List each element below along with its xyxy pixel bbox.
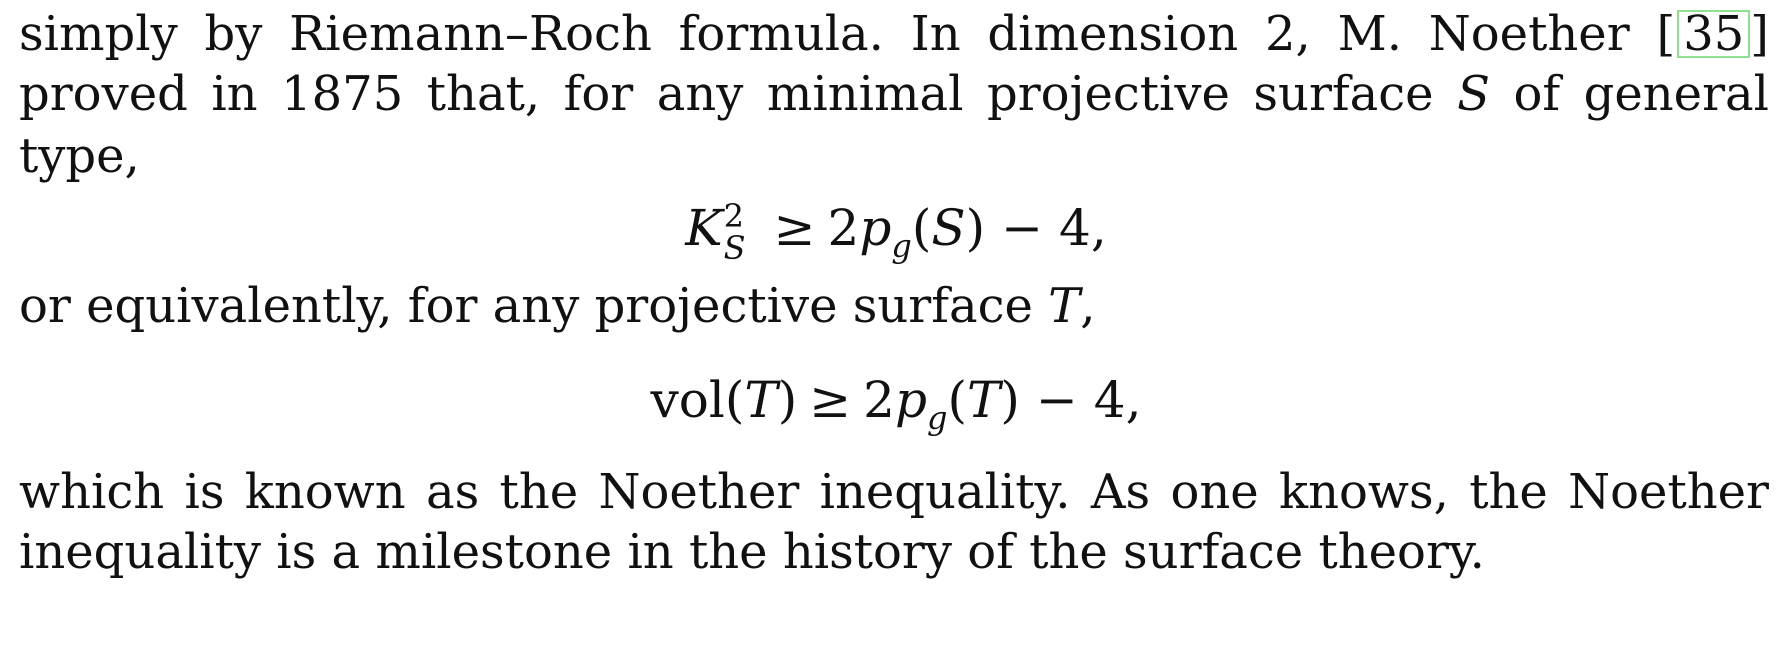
- eq1-K: K: [685, 199, 723, 257]
- eq1-p: p: [859, 199, 892, 257]
- p1-line1-tail: ]: [1750, 6, 1769, 62]
- equation-2-body: [651, 370, 1142, 436]
- eq1-rparen: ): [965, 199, 986, 257]
- eq2-lparen: (: [947, 371, 967, 429]
- variable-T: T: [1048, 278, 1081, 334]
- p1-line3-text: type,: [19, 128, 140, 184]
- eq1-geq: ≥: [773, 199, 816, 257]
- p3-line2-text: inequality is a milestone in the history of the surface theory.: [19, 524, 1485, 580]
- eq2-const: 4,: [1093, 371, 1142, 429]
- p1-line1-text: simply by Riemann–Roch formula. In dimension 2, M. Noether [: [19, 6, 1676, 62]
- p3-line1-text: which is known as the Noether inequality. As one knows, the Noether: [19, 464, 1769, 520]
- eq2-rparen2: ): [1000, 371, 1020, 429]
- p1-line2-after: of general: [1489, 66, 1770, 122]
- eq1-lparen: (: [911, 199, 932, 257]
- equation-noether-inequality: [0, 197, 1792, 267]
- eq1-coef: 2: [827, 199, 860, 257]
- paragraph-1-line-3: [19, 128, 140, 184]
- eq2-p: p: [894, 371, 927, 429]
- p1-line2-before: proved in 1875 that, for any minimal projective surface: [19, 66, 1458, 122]
- eq2-arg2: T: [966, 371, 1001, 429]
- eq2-rparen1: ): [777, 371, 798, 429]
- eq2-minus: −: [1035, 371, 1078, 429]
- p2-tail: ,: [1080, 278, 1096, 334]
- eq1-subscript: S: [723, 229, 746, 267]
- eq2-vol: vol(: [650, 371, 745, 429]
- paragraph-3-line-2: [19, 524, 1485, 580]
- eq2-geq: ≥: [809, 371, 852, 429]
- eq1-sup-sub: [723, 197, 752, 267]
- eq1-arg: S: [931, 199, 966, 257]
- citation-link-35[interactable]: 35: [1677, 10, 1750, 58]
- paragraph-3-line-1: [19, 464, 1769, 520]
- equation-1-body: [685, 197, 1107, 267]
- paragraph-1-line-1: [19, 6, 1769, 62]
- eq2-coef: 2: [863, 371, 895, 429]
- paragraph-2: [19, 278, 1095, 334]
- p2-text: or equivalently, for any projective surface: [19, 278, 1049, 334]
- eq2-g: g: [926, 399, 948, 437]
- eq2-arg1: T: [744, 371, 778, 429]
- eq1-const: 4,: [1059, 199, 1107, 257]
- eq1-superscript: 2: [723, 197, 744, 235]
- eq1-minus: −: [1001, 199, 1044, 257]
- paragraph-1-line-2: [19, 66, 1769, 122]
- equation-volume-inequality: [0, 370, 1792, 436]
- eq1-g: g: [891, 227, 912, 265]
- variable-S: S: [1457, 66, 1490, 122]
